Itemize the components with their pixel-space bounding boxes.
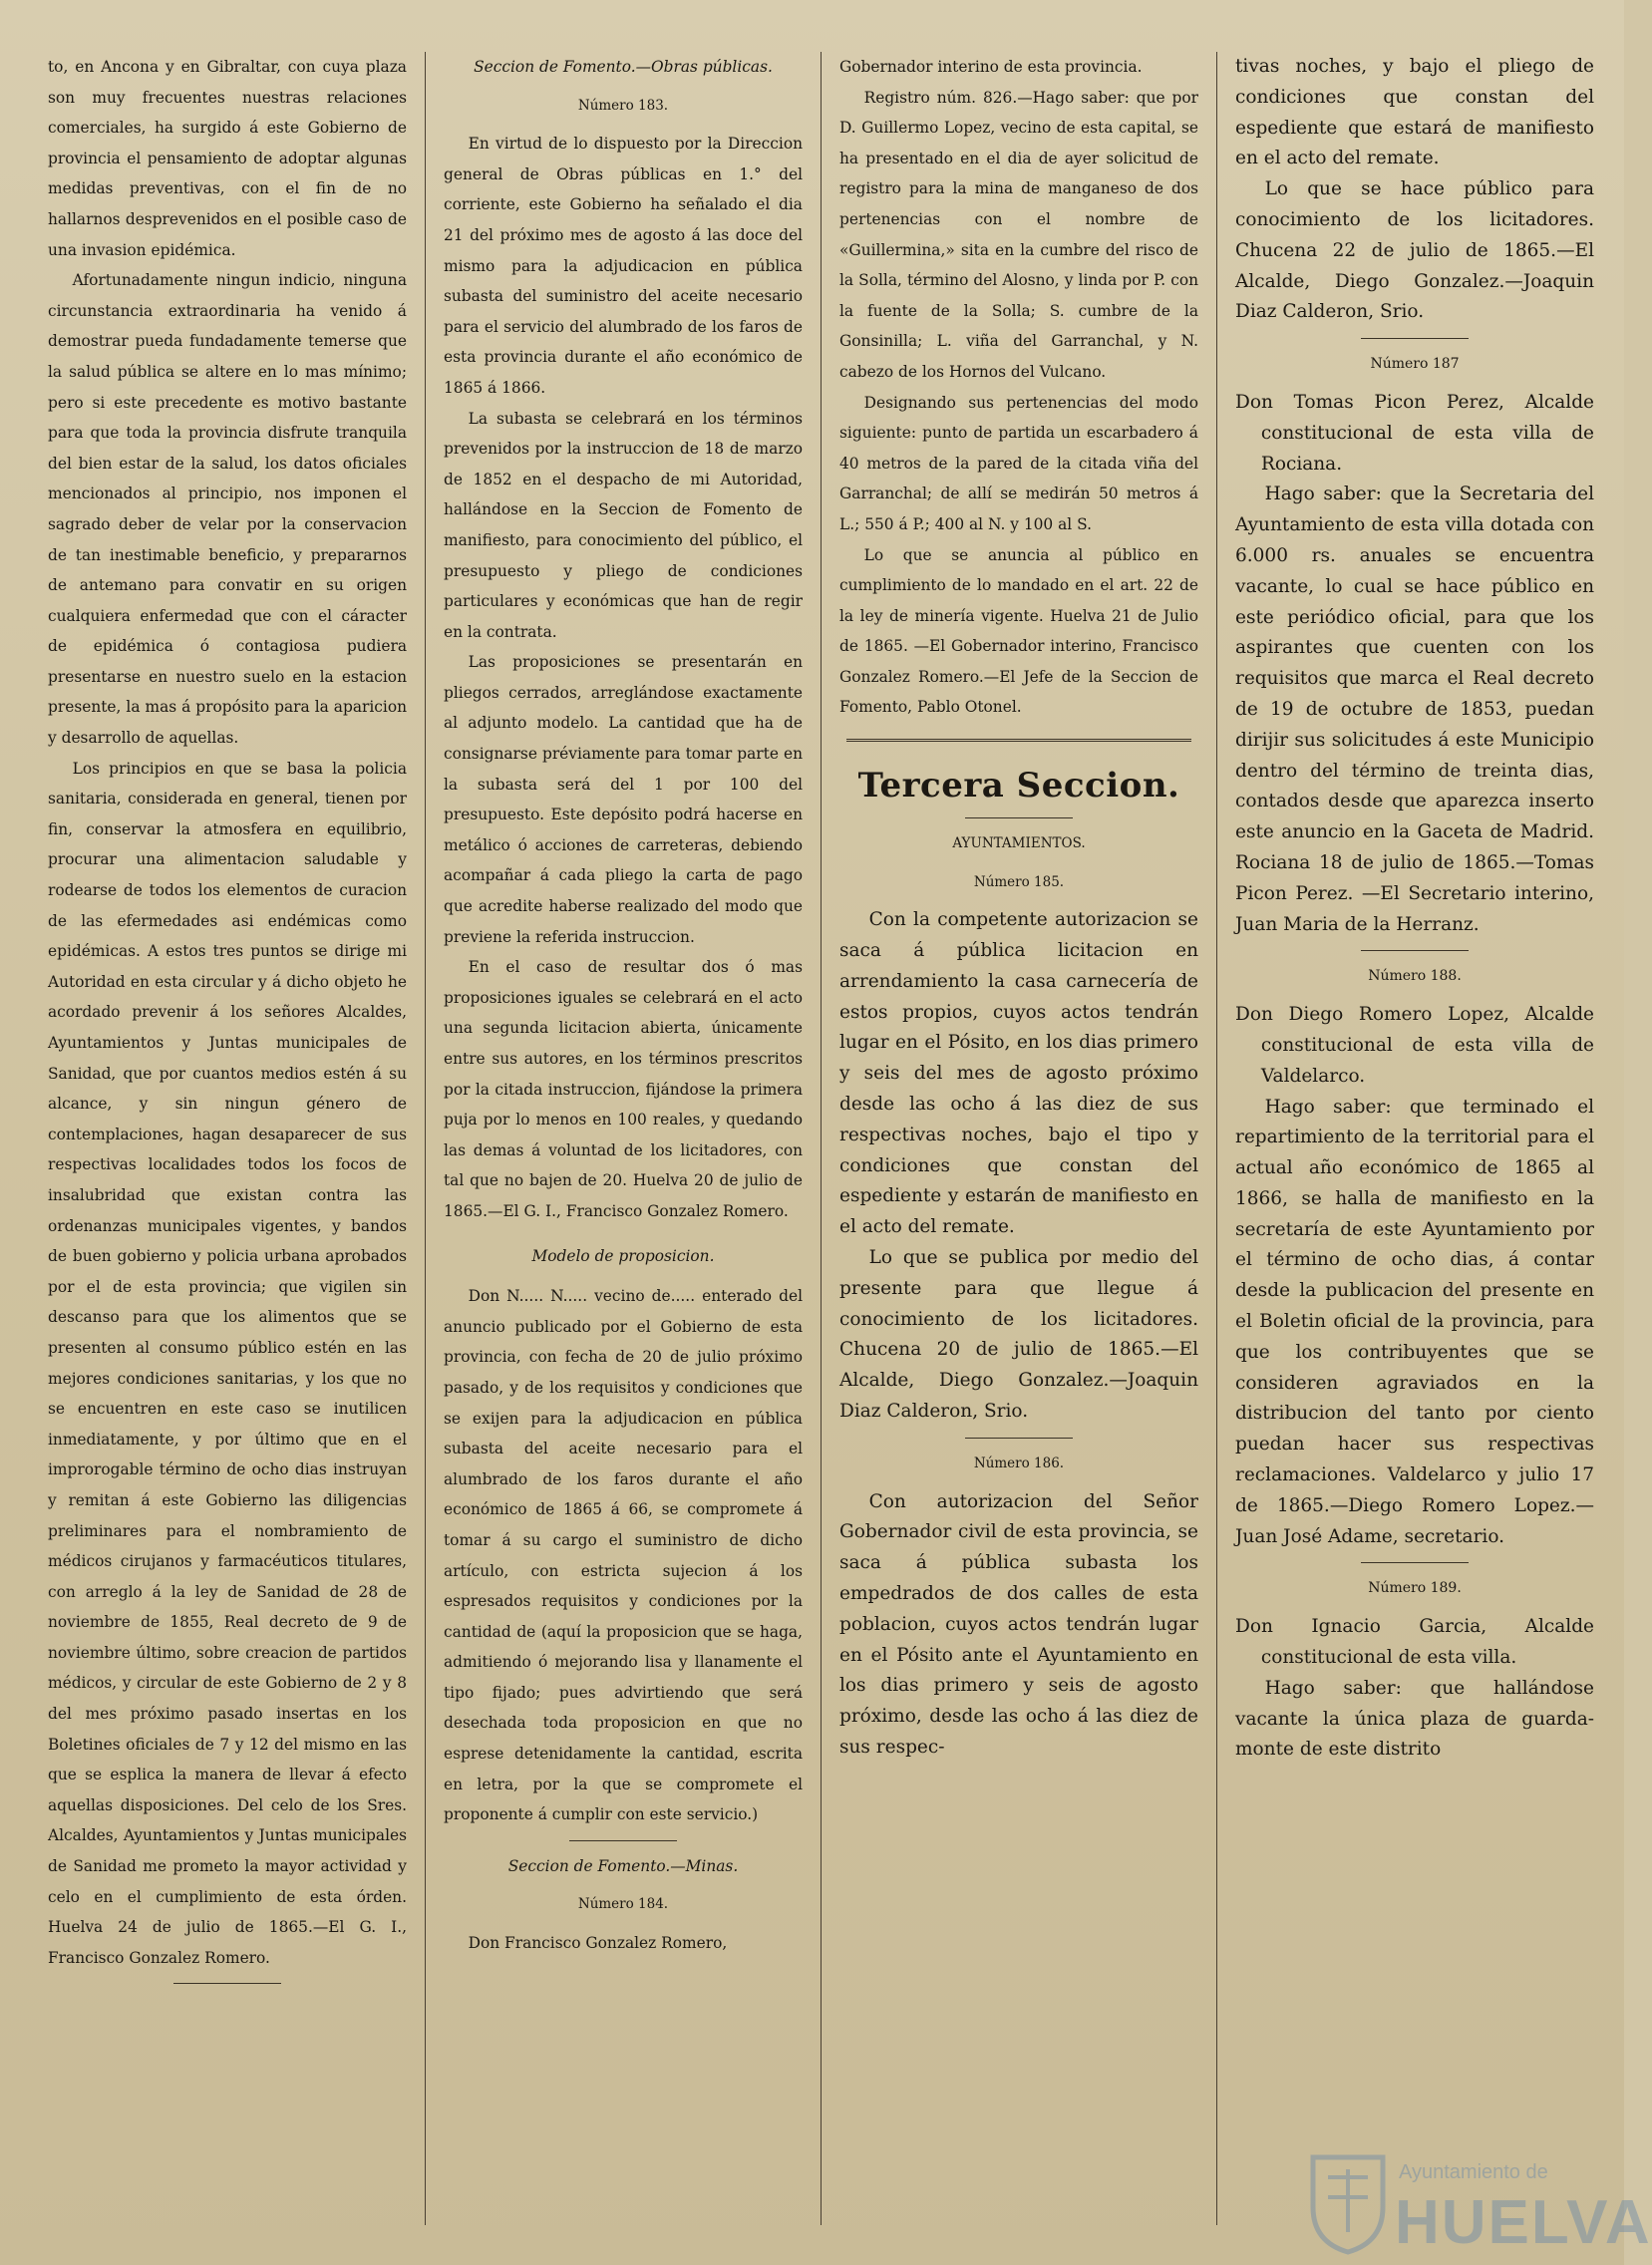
divider: [1361, 950, 1469, 951]
notice-number: Número 187: [1370, 356, 1460, 373]
column-4: [1229, 52, 1600, 1766]
paragraph: Don N..... N..... vecino de..... enterado del anuncio publicado por el Gobierno de esta provincia, con fecha de 20 de julio próximo pasado, y de los requisitos y condiciones que se exijen para la adjudicacion en pública subasta del aceite necesario para el alumbrado de los faros durante el año económico de 1865 á 66, se compromete á tomar á su cargo el suministro de dicho artículo, con estricta sujecion á los espresados requisitos y condiciones por la cantidad de (aquí la proposicion que se haga, admitiendo ó mejorando lisa y llanamente el tipo fijado; pues advirtiendo que será desechada toda proposicion en que no esprese detenidamente la cantidad, escrita en letra, por la que se compromete el proponente á cumplir con este servicio.): [444, 1287, 803, 1824]
notice-number: Número 189.: [1368, 1580, 1462, 1597]
notice-number: Número 183.: [577, 97, 669, 114]
paragraph: Registro núm. 826.—Hago saber: que por D. Guillermo Lopez, vecino de esta capital, se ha presentado en el dia de ayer solicitud de registro para la mina de manganeso de dos pertenencias con el nombre de «Guillermina,» sita en la cumbre del risco de la Solla, término del Alosno, y linda por P. con la fuente de la Solla; S. cumbre de la Gonsinilla; L. viña del Garranchal, y N. cabezo de los Hornos del Vulcano.: [839, 88, 1198, 381]
watermark-line-1: Ayuntamiento de: [1399, 2161, 1548, 2183]
column-2: [438, 52, 809, 1959]
divider: [1361, 338, 1469, 339]
notice-number: Número 184.: [577, 1896, 669, 1913]
notice-number: Número 185.: [973, 873, 1065, 890]
section-divider: [846, 739, 1191, 742]
paragraph: La subasta se celebrará en los términos prevenidos por la instruccion de 18 de marzo de 1852 en el despacho de mi Autoridad, hallándose en la Seccion de Fomento de manifiesto, para conocimiento del público, el presupuesto y pliego de condiciones particulares y económicas que han de regir en la contrata.: [444, 409, 803, 641]
section-heading: Seccion de Fomento.—Obras públicas.: [474, 58, 773, 76]
paragraph: Con autorizacion del Señor Gobernador civil de esta provincia, se saca á pública subasta los empedrados de dos calles de esta poblacion, cuyos actos tendrán lugar en el Pósito ante el Ayuntamiento en los dias primero y seis de agosto próximo, desde las ocho á las diez de sus respec-: [839, 1490, 1198, 1758]
column-1: [42, 52, 413, 1994]
section-title: Tercera Seccion.: [857, 766, 1180, 807]
paragraph: Lo que se publica por medio del presente para que llegue á conocimiento de los licitadores. Chucena 20 de julio de 1865.—El Alcalde, Diego Gonzalez.—Joaquin Diaz Calderon, Srio.: [839, 1247, 1198, 1422]
paragraph: Hago saber: que la Secretaria del Ayuntamiento de esta villa dotada con 6.000 rs. anuales se encuentra vacante, lo cual se hace público en este periódico oficial, para que los aspirantes que cuenten con los requisitos que marca el Real decreto de 19 de octubre de 1853, puedan dirijir sus solicitudes á este Municipio dentro del término de treinta dias, contados desde que aparezca inserto este anuncio en la Gaceta de Madrid. Rociana 18 de julio de 1865.—Tomas Picon Perez. —El Secretario interino, Juan Maria de la Herranz.: [1235, 484, 1594, 935]
paragraph: Hago saber: que terminado el repartimiento de la territorial para el actual año económico de 1865 al 1866, se halla de manifiesto en la secretaría de este Ayuntamiento por el término de ocho dias, á contar desde la publicacion del presente en el Boletin oficial de la provincia, para que los contribuyentes que se consideren agraviados en la distribucion del tanto por ciento puedan hacer sus respectivas reclamaciones. Valdelarco y julio 17 de 1865.—Diego Romero Lopez.—Juan José Adame, secretario.: [1235, 1096, 1594, 1547]
paragraph: Designando sus pertenencias del modo siguiente: punto de partida un escarbadero á 40 metros de la pared de la citada viña del Garranchal; de allí se medirán 50 metros á L.; 550 á P.; 400 al N. y 100 al S.: [839, 393, 1198, 533]
paragraph: Las proposiciones se presentarán en pliegos cerrados, arreglándose exactamente al adjunto modelo. La cantidad que ha de consignarse préviamente para tomar parte en la subasta será del 1 por 100 del presupuesto. Este depósito podrá hacerse en metálico ó acciones de carreteras, debiendo acompañar á cada pliego la carta de pago que acredite haberse realizado del modo que previene la referida instruccion.: [444, 653, 803, 946]
ayuntamiento-huelva-watermark: [1303, 2147, 1652, 2259]
subsection-heading: AYUNTAMIENTOS.: [952, 835, 1086, 852]
paragraph: Con la competente autorizacion se saca á pública licitacion en arrendamiento la casa carnecería de estos propios, cuyos actos tendrán lugar en el Pósito, en los dias primero y seis del mes de agosto próximo desde las ocho á las diez de sus respectivas noches, bajo el tipo y condiciones que constan del espediente y estarán de manifiesto en el acto del remate.: [839, 909, 1198, 1238]
column-rule: [809, 52, 833, 2265]
column-rule: [413, 52, 438, 2265]
paragraph: En virtud de lo dispuesto por la Direccion general de Obras públicas en 1.° del corriente, este Gobierno ha señalado el dia 21 del próximo mes de agosto á las doce del mismo para la adjudicacion en pública subasta del suministro del aceite necesario para el servicio del alumbrado de los faros de esta provincia durante el año económico de 1865 á 1866.: [444, 135, 803, 397]
divider: [1361, 1562, 1469, 1563]
paragraph: Afortunadamente ningun indicio, ninguna circunstancia extraordinaria ha venido á demostrar pueda fundadamente temerse que la salud pública se altere en lo mas mínimo; pero si este precedente es motivo bastante para que toda la provincia disfrute tranquila del bien estar de la salud, los datos oficiales mencionados al principio, nos imponen el sagrado deber de velar por la conservacion de tan inestimable beneficio, y prepararnos de antemano para convatir en su origen cualquiera enfermedad que con el cáracter de epidémica ó contagiosa pudiera presentarse en nuestro suelo en la estacion presente, la mas á propósito para la aparicion y desarrollo de aquellas.: [48, 271, 407, 748]
column-3: [833, 52, 1204, 1764]
paragraph: Don Ignacio Garcia, Alcalde constitucional de esta villa.: [1235, 1616, 1594, 1669]
paragraph: Don Diego Romero Lopez, Alcalde constitucional de esta villa de Valdelarco.: [1235, 1004, 1594, 1087]
divider: [965, 1438, 1073, 1439]
watermark-line-2: HUELVA: [1395, 2188, 1652, 2257]
paragraph: Hago saber: que hallándose vacante la única plaza de guarda-monte de este distrito: [1235, 1677, 1594, 1761]
paragraph: Lo que se anuncia al público en cumplimiento de lo mandado en el art. 22 de la ley de minería vigente. Huelva 21 de Julio de 1865. —El Gobernador interino, Francisco Gonzalez Romero.—El Jefe de la Seccion de Fomento, Pablo Otonel.: [839, 545, 1198, 717]
paragraph: Don Tomas Picon Perez, Alcalde constitucional de esta villa de Rociana.: [1235, 391, 1594, 475]
divider: [173, 1983, 281, 1984]
paragraph: Los principios en que se basa la policia sanitaria, considerada en general, tienen por fin, conservar la atmosfera en equilibrio, procurar una alimentacion saludable y rodearse de todos los elementos de curacion de las efermedades asi endémicas como epidémicas. A estos tres puntos se dirige mi Autoridad en esta circular y á dicho objeto he acordado prevenir á los señores Alcaldes, Ayuntamientos y Juntas municipales de Sanidad, que por cuantos medios estén á su alcance, y sin ningun género de contemplaciones, hagan desaparecer de sus respectivas localidades todos los focos de insalubridad que existan contra las ordenanzas municipales vigentes, y bandos de buen gobierno y policia urbana aprobados por el de esta provincia; que vigilen sin descanso para que los alimentos que se presenten al consumo público estén en las mejores condiciones sanitarias, y los que no se encuentren en este caso se inutilicen inmediatamente, y por último que en el improrogable término de ocho dias instruyan y remitan á este Gobierno las diligencias preliminares para el nombramiento de médicos cirujanos y farmacéuticos titulares, con arreglo á la ley de Sanidad de 28 de noviembre de 1855, Real decreto de 9 de noviembre último, sobre creacion de partidos médicos, y circular de este Gobierno de 2 y 8 del mes próximo pasado insertas en los Boletines oficiales de 7 y 12 del mismo en las que se esplica la manera de llevar á efecto aquellas disposiciones. Del celo de los Sres. Alcaldes, Ayuntamientos y Juntas municipales de Sanidad me prometo la mayor actividad y celo en el cumplimiento de esta órden. Huelva 24 de julio de 1865.—El G. I., Francisco Gonzalez Romero.: [48, 759, 407, 1967]
paragraph: to, en Ancona y en Gibraltar, con cuya plaza son muy frecuentes nuestras relaciones comerciales, ha surgido á este Gobierno de provincia el pensamiento de adoptar algunas medidas preventivas, con el fin de no hallarnos desprevenidos en el posible caso de una invasion epidémica.: [48, 58, 407, 259]
paragraph: Don Francisco Gonzalez Romero,: [468, 1934, 728, 1953]
column-rule: [1204, 52, 1229, 2265]
notice-number: Número 186.: [973, 1455, 1065, 1471]
divider: [965, 817, 1073, 818]
paragraph: tivas noches, y bajo el pliego de condiciones que constan del espediente que estará de manifiesto en el acto del remate.: [1235, 56, 1594, 169]
paragraph: En el caso de resultar dos ó mas proposiciones iguales se celebrará en el acto una segunda licitacion abierta, únicamente entre sus autores, en los términos prescritos por la citada instruccion, fijándose la primera puja por lo menos en 100 reales, y quedando las demas á voluntad de los licitadores, con tal que no bajen de 20. Huelva 20 de julio de 1865.—El G. I., Francisco Gonzalez Romero.: [444, 958, 803, 1220]
section-heading: Modelo de proposicion.: [531, 1246, 715, 1265]
section-heading: Seccion de Fomento.—Minas.: [507, 1856, 739, 1875]
notice-number: Número 188.: [1368, 968, 1462, 985]
paragraph: Lo que se hace público para conocimiento de los licitadores. Chucena 22 de julio de 1865.—El Alcalde, Diego Gonzalez.—Joaquin Diaz Calderon, Srio.: [1235, 178, 1594, 323]
paragraph: Gobernador interino de esta provincia.: [839, 58, 1143, 76]
divider: [569, 1840, 677, 1841]
coat-of-arms-icon: [1303, 2147, 1393, 2257]
